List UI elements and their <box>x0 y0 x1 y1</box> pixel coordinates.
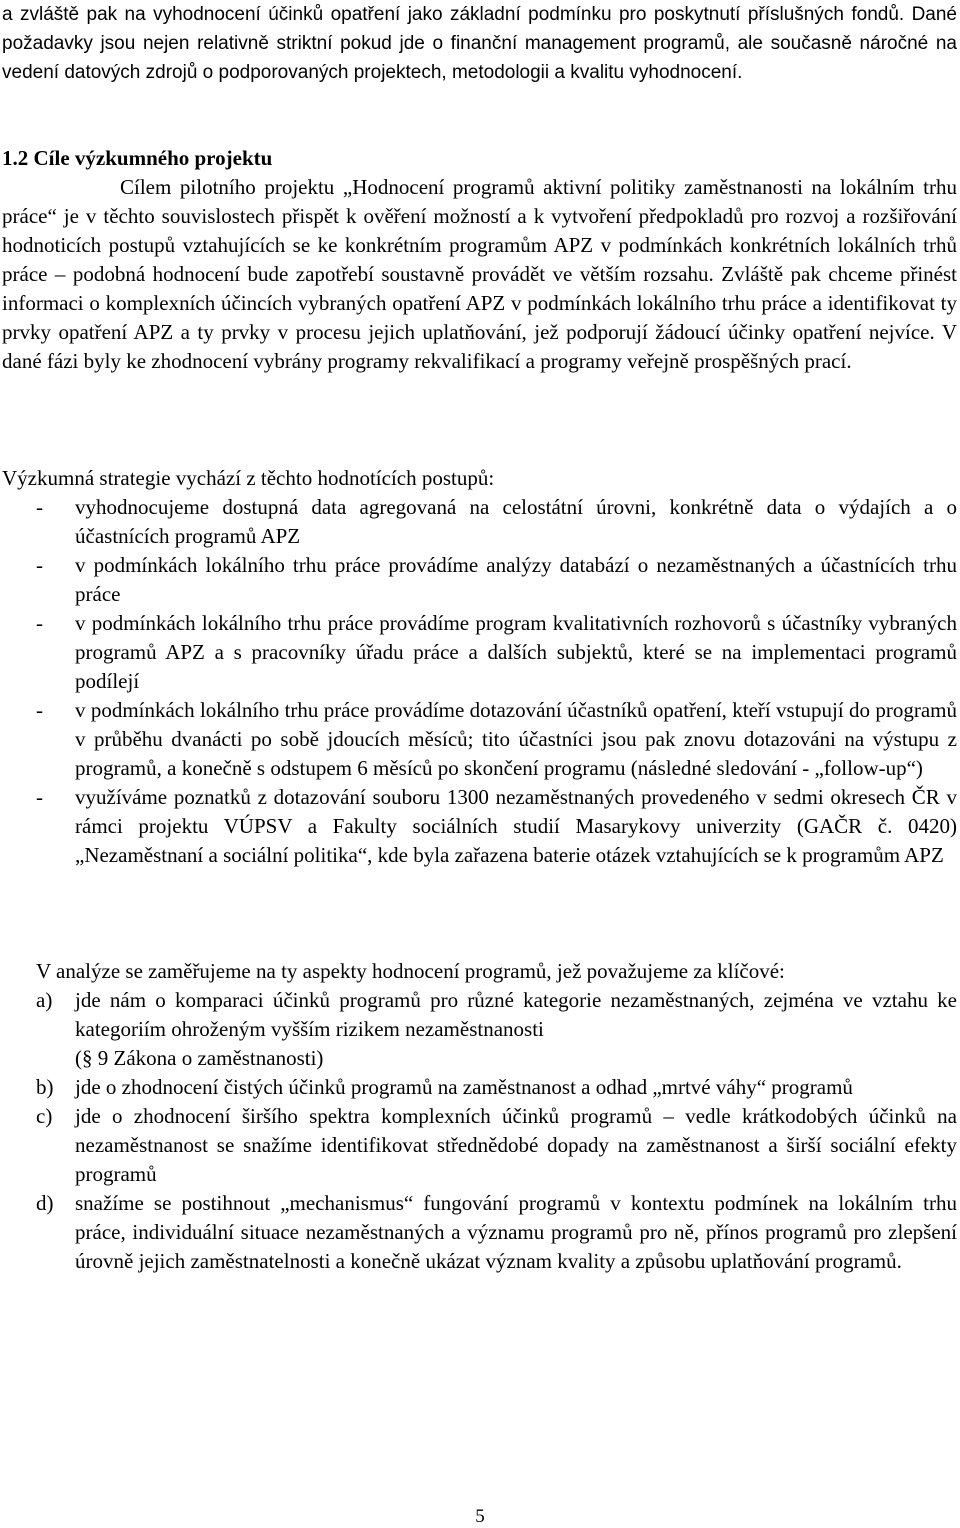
letter-marker: a) <box>36 988 53 1012</box>
list-item-text: v podmínkách lokálního trhu práce provádíme program kvalitativních rozhovorů s účastníky vybraných programů APZ a s pracovníky úřadu práce a dalších subjektů, které se na implementaci programů podílejí <box>75 611 957 693</box>
objectives-text-c: V dané fázi byly ke zhodnocení vybrány programy rekvalifikací a programy veřejně prospěšných prací. <box>2 320 957 373</box>
list-item <box>2 1073 957 1102</box>
intro-paragraph: a zvláště pak na vyhodnocení účinků opatření jako základní podmínku pro poskytnutí příslušných fondů. Dané požadavky jsou nejen relativně striktní pokud jde o finanční management programů, ale současně náročné na vedení datových zdrojů o podporovaných projektech, metodologii a kvalitu vyhodnocení. <box>2 4 957 83</box>
list-item <box>2 696 957 783</box>
dash-marker: - <box>36 611 43 635</box>
list-item <box>2 609 957 696</box>
strategy-section <box>2 464 957 870</box>
objectives-paragraph <box>2 173 957 376</box>
list-item-note: (§ 9 Zákona o zaměstnanosti) <box>75 1046 324 1070</box>
objectives-section <box>2 144 957 376</box>
dash-marker: - <box>36 553 43 577</box>
list-item-text: snažíme se postihnout „mechanismus“ fungování programů v kontextu podmínek na lokálním trhu práce, individuální situace nezaměstnaných a významu programů pro ně, přínos programů pro zlepšení úrovně jejich zaměstnatelnosti a konečně ukázat význam kvality a způsobu uplatňování programů. <box>75 1191 957 1273</box>
list-item <box>2 551 957 609</box>
aspects-section <box>2 957 957 1276</box>
dash-marker: - <box>36 698 43 722</box>
list-item <box>2 986 957 1073</box>
letter-marker: b) <box>36 1075 54 1099</box>
list-item-text: jde o zhodnocení širšího spektra komplexních účinků programů – vedle krátkodobých účinků na nezaměstnanost se snažíme identifikovat střednědobé dopady na zaměstnanost a širší sociální efekty programů <box>75 1104 957 1186</box>
aspects-list <box>2 986 957 1276</box>
aspects-lead: V analýze se zaměřujeme na ty aspekty hodnocení programů, jež považujeme za klíčové: <box>36 959 785 983</box>
letter-marker: c) <box>36 1104 53 1128</box>
list-item <box>2 493 957 551</box>
objectives-text-b: Zvláště pak chceme přinést informaci o komplexních účincích vybraných opatření APZ v podmínkách lokálního trhu práce a identifikovat ty prvky opatření APZ a ty prvky v procesu jejich uplatňování, jež podporují žádoucí účinky opatření nejvíce. <box>2 262 958 344</box>
dash-marker: - <box>36 785 43 809</box>
list-item-text: jde o zhodnocení čistých účinků programů na zaměstnanost a odhad „mrtvé váhy“ programů <box>75 1075 853 1099</box>
letter-marker: d) <box>36 1191 54 1215</box>
page-number: 5 <box>475 1506 485 1527</box>
objectives-text-a: Cílem pilotního projektu „Hodnocení programů aktivní politiky zaměstnanosti na lokálním trhu práce“ je v těchto souvislostech přispět k ověření možností a k vytvoření předpokladů pro rozvoj a rozšiřování hodnoticích postupů vztahujících se ke konkrétním programům APZ v podmínkách konkrétních lokálních trhů práce – podobná hodnocení bude zapotřebí soustavně provádět ve větším rozsahu. <box>2 175 957 286</box>
list-item <box>2 1102 957 1189</box>
list-item-text: v podmínkách lokálního trhu práce provádíme analýzy databází o nezaměstnaných a účastnících trhu práce <box>75 553 957 606</box>
dash-marker: - <box>36 495 43 519</box>
list-item-text: jde nám o komparaci účinků programů pro různé kategorie nezaměstnaných, zejména ve vztahu ke kategoriím ohroženým vyšším rizikem nezaměstnanosti <box>75 988 957 1041</box>
list-item-text: využíváme poznatků z dotazování souboru 1300 nezaměstnaných provedeného v sedmi okresech ČR v rámci projektu VÚPSV a Fakulty sociálních studií Masarykovy univerzity (GAČR č. 0420) „Nezaměstnaní a sociální politika“, kde byla zařazena baterie otázek vztahujících se k programům APZ <box>75 785 957 867</box>
strategy-lead: Výzkumná strategie vychází z těchto hodnotících postupů: <box>2 466 495 490</box>
list-item-text: vyhodnocujeme dostupná data agregovaná na celostátní úrovni, konkrétně data o výdajích a o účastnících programů APZ <box>75 495 957 548</box>
strategy-list <box>2 493 957 870</box>
list-item <box>2 783 957 870</box>
section-heading: 1.2 Cíle výzkumného projektu <box>2 146 273 170</box>
list-item <box>2 1189 957 1276</box>
list-item-text: v podmínkách lokálního trhu práce provádíme dotazování účastníků opatření, kteří vstupují do programů v průběhu dvanácti po sobě jdoucích měsíců; tito účastníci jsou pak znovu dotazováni na výstupu z programů, a konečně s odstupem 6 měsíců po skončení programu (následné sledování - „follow-up“) <box>75 698 957 780</box>
